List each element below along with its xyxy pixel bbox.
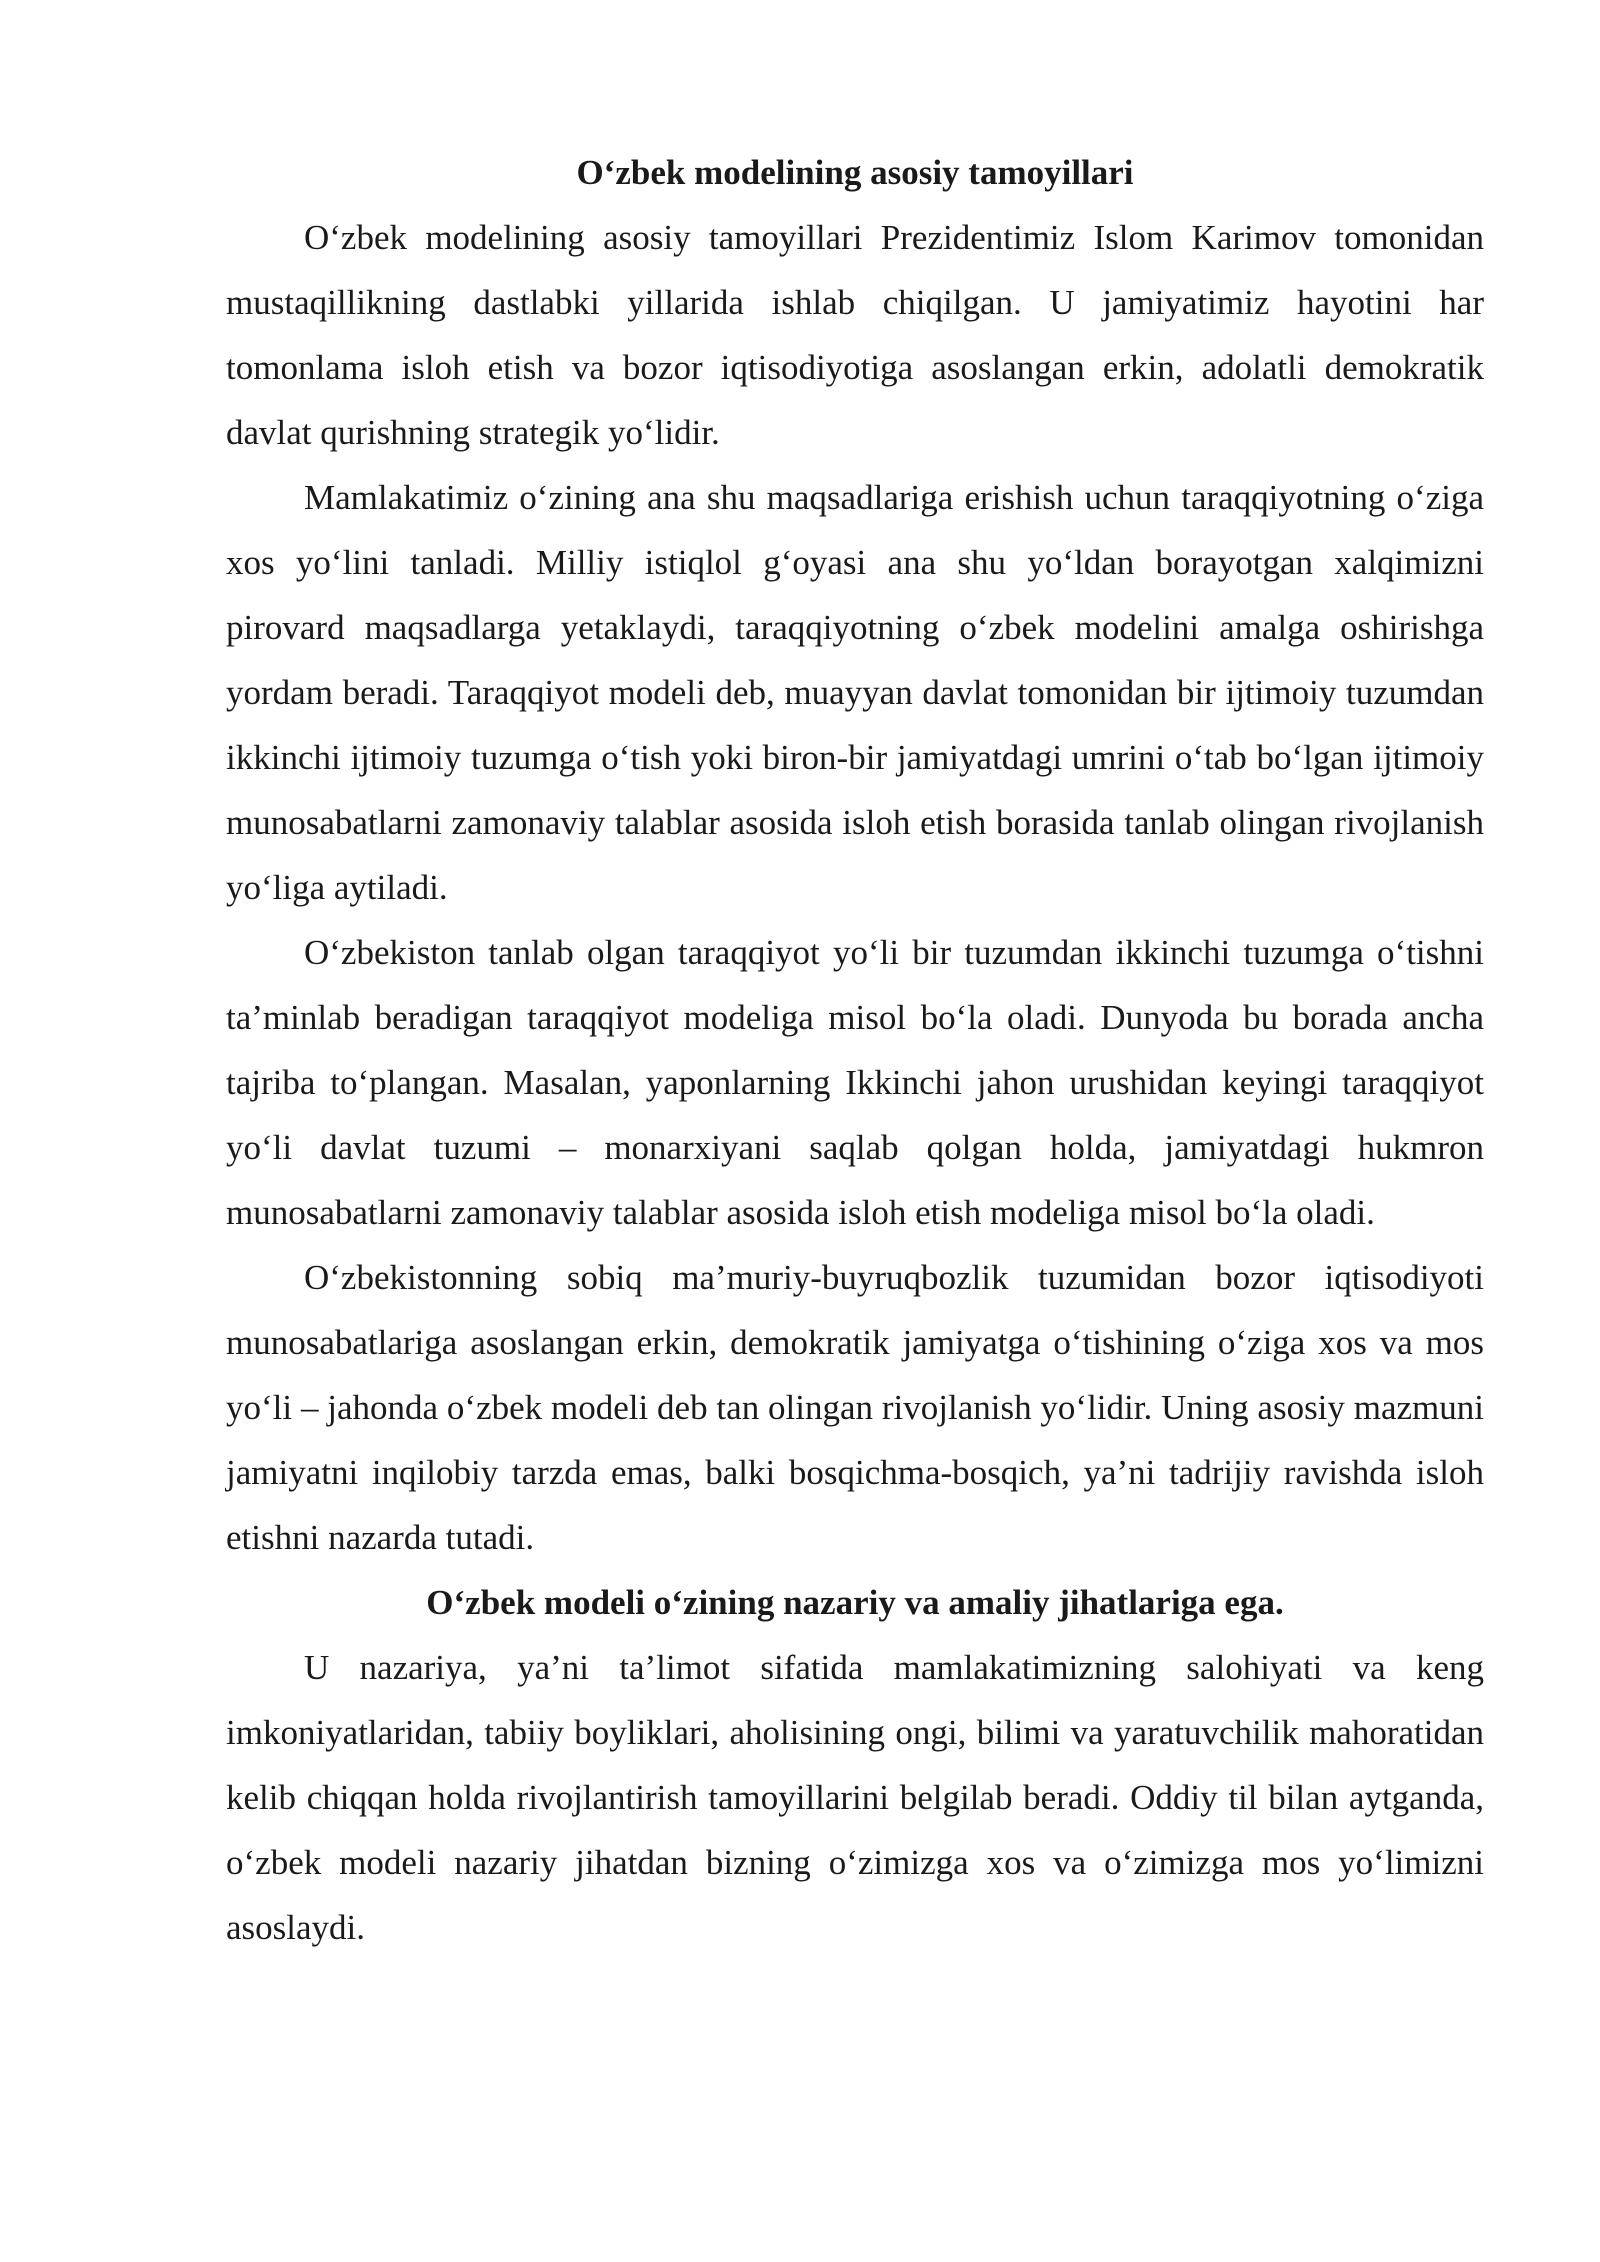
page-title: O‘zbek modelining asosiy tamoyillari bbox=[576, 153, 1134, 192]
paragraph-1: O‘zbek modelining asosiy tamoyillari Prezidentimiz Islom Karimov tomonidan mustaqillikning dastlabki yillarida ishlab chiqilgan. U jamiyatimiz hayotini har tomonlama isloh etish va bozor iqtisodiyotiga asoslangan erkin, adolatli demokratik davlat qurishning strategik yo‘lidir. bbox=[226, 218, 1484, 452]
paragraph-2: Mamlakatimiz o‘zining ana shu maqsadlariga erishish uchun taraqqiyotning o‘ziga xos yo‘lini tanladi. Milliy istiqlol g‘oyasi ana shu yo‘ldan borayotgan xalqimizni pirovard maqsadlarga yetaklaydi, taraqqiyotning o‘zbek modelini amalga oshirishga yordam beradi. Taraqqiyot modeli deb, muayyan davlat tomonidan bir ijtimoiy tuzumdan ikkinchi ijtimoiy tuzumga o‘tish yoki biron-bir jamiyatdagi umrini o‘tab bo‘lgan ijtimoiy munosabatlarni zamonaviy talablar asosida isloh etish borasida tanlab olingan rivojlanish yo‘liga aytiladi. bbox=[226, 478, 1484, 907]
paragraph-3: O‘zbekiston tanlab olgan taraqqiyot yo‘li bir tuzumdan ikkinchi tuzumga o‘tishni ta’minlab beradigan taraqqiyot modeliga misol bo‘la oladi. Dunyoda bu borada ancha tajriba to‘plangan. Masalan, yaponlarning Ikkinchi jahon urushidan keyingi taraqqiyot yo‘li davlat tuzumi – monarxiyani saqlab qolgan holda, jamiyatdagi hukmron munosabatlarni zamonaviy talablar asosida isloh etish modeliga misol bo‘la oladi. bbox=[226, 933, 1484, 1232]
paragraph-4: O‘zbekistonning sobiq ma’muriy-buyruqbozlik tuzumidan bozor iqtisodiyoti munosabatlariga asoslangan erkin, demokratik jamiyatga o‘tishining o‘ziga xos va mos yo‘li – jahonda o‘zbek modeli deb tan olingan rivojlanish yo‘lidir. Uning asosiy mazmuni jamiyatni inqilobiy tarzda emas, balki bosqichma-bosqich, ya’ni tadrijiy ravishda isloh etishni nazarda tutadi. bbox=[226, 1258, 1484, 1557]
paragraph-5: U nazariya, ya’ni ta’limot sifatida mamlakatimizning salohiyati va keng imkoniyatlaridan, tabiiy boyliklari, aholisining ongi, bilimi va yaratuvchilik mahoratidan kelib chiqqan holda rivojlantirish tamoyillarini belgilab beradi. Oddiy til bilan aytganda, o‘zbek modeli nazariy jihatdan bizning o‘zimizga xos va o‘zimizga mos yo‘limizni asoslaydi. bbox=[226, 1648, 1484, 1947]
document-body bbox=[226, 140, 1484, 1960]
section-subheading: O‘zbek modeli o‘zining nazariy va amaliy jihatlariga ega. bbox=[426, 1583, 1284, 1622]
